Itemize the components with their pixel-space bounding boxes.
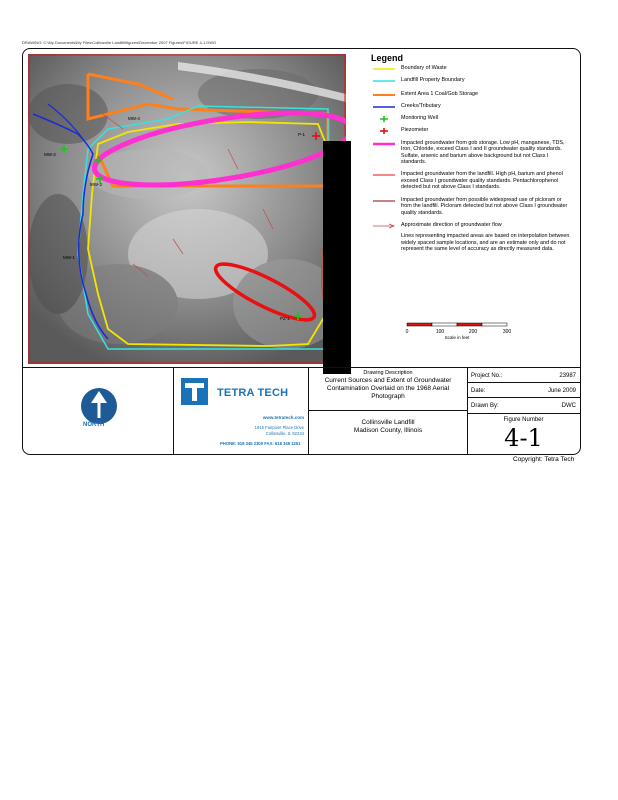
scale-label: Scale in feet	[444, 335, 470, 340]
drawing-file-path: DRAWING: C:\My Documents\My Files\Collinsville Landfill\figures\December 2007 Figures\FIGURE 4-1.DWG	[22, 40, 217, 45]
company-block	[175, 369, 308, 452]
north-arrow-icon	[79, 386, 119, 438]
legend-item	[371, 140, 571, 166]
legend-item	[371, 171, 571, 190]
well-label: PZ-1	[280, 316, 290, 321]
scale-segment	[457, 323, 482, 326]
well-label: MW-3	[90, 182, 102, 187]
legend-item-text: Impacted groundwater from gob storage. Low pH, manganese, TDS, Iron, Chloride, exceed Class I and II groundwater quality standards. Sulfate, arsenic and barium above background but not Class I standards.	[401, 139, 565, 166]
date-value: June 2009	[547, 388, 576, 394]
legend-item	[371, 197, 571, 216]
redaction-bar	[323, 141, 351, 374]
legend-item	[371, 65, 571, 71]
company-website: www.tetratech.com	[262, 415, 304, 420]
legend-item	[371, 222, 571, 228]
legend-item-text: Extent Area 1 Coal/Gob Storage	[401, 91, 479, 98]
title-block-divider	[467, 397, 580, 398]
cyan-line-symbol	[373, 78, 395, 84]
north-label: NORTH	[83, 422, 105, 428]
legend-item	[371, 91, 571, 97]
scale-bar	[405, 321, 515, 361]
address-line: 1915 Fairpoint Place Drive	[254, 425, 304, 430]
site-location: Madison County, Illinois	[353, 427, 423, 434]
flow-arrow-symbol	[373, 223, 395, 229]
well-label: MW-4	[128, 116, 140, 121]
project-number-label: Project No.:	[471, 373, 503, 379]
scale-tick-label: 0	[405, 329, 409, 335]
legend-item-text: Impacted groundwater from the landfill. High pH, barium and phenol exceed Class I groundwater quality standards. Pentachlorophenol detected but not above Class I standards.	[401, 171, 563, 191]
company-address	[255, 425, 304, 436]
date-label: Date:	[471, 388, 486, 394]
aerial-map	[28, 54, 346, 364]
title-block-divider	[467, 367, 468, 454]
scale-segment	[407, 323, 432, 326]
drawn-by-value: DWC	[561, 403, 576, 409]
figure-number-label: Figure Number	[503, 417, 544, 423]
well-label: MW-2	[44, 152, 56, 157]
legend-title: Legend	[371, 53, 404, 63]
legend-item	[371, 103, 571, 109]
legend-note	[371, 233, 571, 252]
title-block-divider	[308, 410, 467, 411]
company-name: TETRA TECH	[217, 387, 289, 399]
drawn-by-label: Drawn By:	[471, 403, 499, 409]
scale-tick-label: 200	[468, 329, 478, 335]
legend-item-text: Boundary of Waste	[401, 65, 447, 72]
site-info	[311, 419, 465, 435]
green-cross-symbol	[373, 116, 395, 122]
yellow-line-symbol	[373, 66, 395, 72]
figure-number: 4-1	[504, 424, 543, 452]
scale-tick-label: 100	[435, 329, 445, 335]
drawing-description: Current Sources and Extent of Groundwater Contamination Overlaid on the 1968 Aerial Photograph	[324, 377, 452, 400]
legend-item-text: Impacted groundwater from possible widespread use of picloram or from the landfill. Picloram detected but not above Class I groundwater quality standards.	[401, 196, 568, 216]
company-phone: PHONE: 618 345 2300 FAX: 618 345 1251	[220, 441, 301, 446]
map-sheet	[22, 48, 581, 455]
title-block-divider	[173, 367, 174, 454]
legend-item-text: Monitoring Well	[401, 115, 439, 122]
well-label: MW-1	[63, 255, 75, 260]
legend-item-text: Approximate direction of groundwater flow	[401, 221, 502, 228]
orange-line-symbol	[373, 92, 395, 98]
legend-note-text: Lines representing impacted areas are based on interpolation between widely spaced sample locations, and are an estimate only and do not represent the same level of accuracy as directly measured data.	[401, 233, 570, 253]
pink-line-symbol	[373, 141, 395, 147]
address-line: Collinsville, IL 62234	[265, 430, 304, 436]
red-cross-symbol	[373, 128, 395, 134]
legend-item-text: Creeks/Tributary	[401, 102, 441, 109]
scale-segment	[432, 323, 457, 326]
well-label: P-1	[298, 132, 306, 137]
scale-tick-label: 300	[502, 329, 512, 335]
title-block-divider	[467, 413, 580, 414]
scale-segment	[482, 323, 507, 326]
copyright: Copyright: Tetra Tech	[513, 456, 575, 463]
legend-item	[371, 115, 571, 121]
legend-item-text: Landfill Property Boundary	[401, 76, 465, 83]
legend-item	[371, 77, 571, 83]
title-block-top-line	[23, 367, 580, 368]
project-number-value: 23987	[559, 373, 576, 379]
map-legend	[371, 55, 571, 258]
legend-item	[371, 127, 571, 133]
site-name: Collinsville Landfill	[361, 419, 415, 426]
brown-line-symbol	[373, 198, 395, 204]
legend-item-text: Piezometer	[401, 127, 429, 134]
tetra-tech-logo-icon	[181, 378, 208, 405]
drawing-description-label: Drawing Description	[363, 370, 413, 376]
red-line-symbol	[373, 172, 395, 178]
title-block-divider	[467, 382, 580, 383]
blue-line-symbol	[373, 104, 395, 110]
